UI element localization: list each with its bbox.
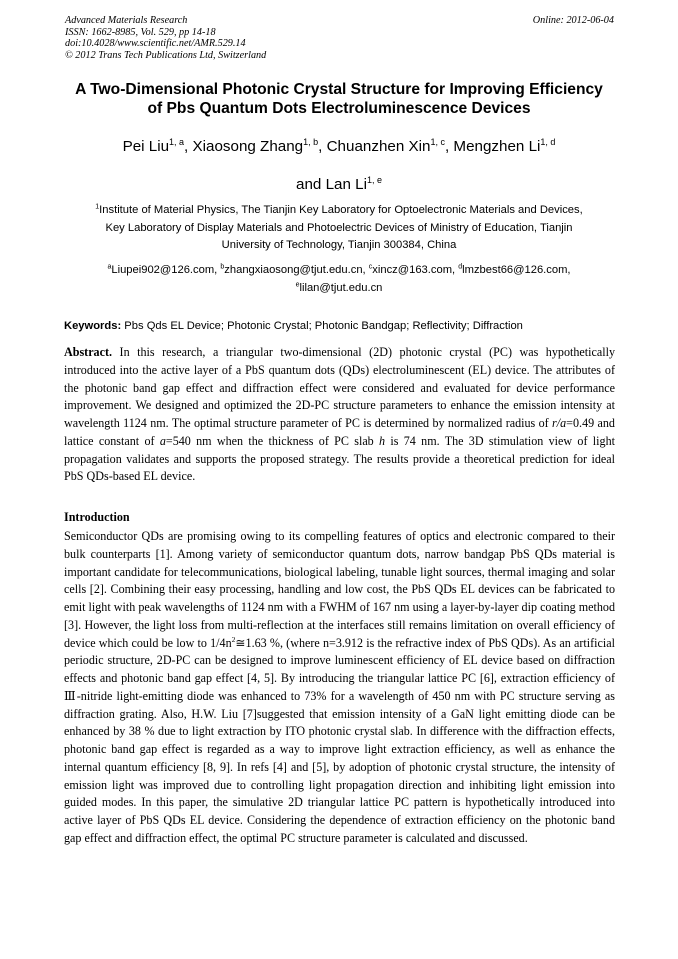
author-name: Chuanzhen Xin <box>326 138 431 155</box>
title-line-2: of Pbs Quantum Dots Electroluminescence Devices <box>147 100 531 117</box>
abstract <box>64 344 615 486</box>
email-line-1 <box>56 262 622 280</box>
keywords-label: Keywords: <box>64 320 122 332</box>
email-address: zhangxiaosong@tjut.edu.cn, <box>224 264 369 276</box>
abstract-var: r/a <box>552 416 567 430</box>
affiliation <box>56 202 622 255</box>
online-date: Online: 2012-06-04 <box>532 15 614 26</box>
journal-header <box>65 15 266 61</box>
affiliation-line-2: Key Laboratory of Display Materials and Photoelectric Devices of Ministry of Education, Tianjin <box>105 221 573 234</box>
affiliation-sup: 1 <box>95 203 100 211</box>
affiliation-line-3: University of Technology, Tianjin 300384, China <box>221 239 457 252</box>
email-line-2 <box>56 280 622 298</box>
abstract-text: =0.49 and lattice constant of <box>64 416 615 448</box>
paper-title <box>50 80 628 118</box>
journal-name: Advanced Materials Research <box>65 15 188 26</box>
author-affil-sup: 1, d <box>540 136 556 147</box>
email-address: Liupei902@126.com, <box>111 264 221 276</box>
abstract-text: In this research, a triangular two-dimensional (2D) photonic crystal (PC) was hypothetically introduced into the active layer of a PbS quantum dots (QDs) electroluminescent (EL) device. The attributes of the photonic band gap effect and diffraction effect were considered and evaluated for device performance improvement. We designed and optimized the 2D-PC structure parameters to enhance the emission intensity at wavelength 1124 nm. The optimal structure parameter of PC is determined by normalized radius of <box>64 345 615 430</box>
author-sep: , <box>318 138 327 155</box>
email-sup: c <box>368 263 373 271</box>
affiliation-text: Institute of Material Physics, The Tianjin Key Laboratory for Optoelectronic Materials and Devices, <box>99 204 583 216</box>
exponent: 2 <box>231 634 236 644</box>
author-name: Mengzhen Li <box>453 138 541 155</box>
title-line-1: A Two-Dimensional Photonic Crystal Structure for Improving Efficiency <box>75 81 603 98</box>
email-address: lmzbest66@126.com, <box>462 264 571 276</box>
author-affil-sup: 1, a <box>169 136 185 147</box>
email-sup: e <box>295 280 300 288</box>
abstract-text: =540 nm when the thickness of PC slab <box>165 433 380 448</box>
affiliation-line-1 <box>56 202 622 220</box>
author-line-2 <box>40 166 638 204</box>
abstract-var: a <box>159 433 166 448</box>
abstract-text: is 74 nm. The 3D stimulation view of light propagation validates and supports the proposed strategy. The results provide a theoretical prediction for ideal PbS QDs-based EL device. <box>64 433 615 484</box>
abstract-var: h <box>379 433 386 448</box>
introduction-text: ≅1.63 %, (where n=3.912 is the refractive index of PbS QDs). As an artificial periodic structure, 2D-PC can be designed to improve luminescent efficiency of EL device based on diffraction effects and photonic band gap effect [4, 5]. By introducing the triangular lattice PC [6], extraction efficiency of Ⅲ-nitride light-emitting diode was enhanced to 73% for a wavelength of 450 nm with PC structure serving as diffraction grating. Also, H.W. Liu [7]suggested that emission intensity of a GaN light emitting diode can be enhanced by 38 % due to light extraction by ITO photonic crystal slab. In difference with the diffraction effects, photonic band gap effect is regarded as a way to improve light extraction efficiency, as well as enhance the internal quantum efficiency [8, 9]. In refs [4] and [5], by adoption of photonic crystal structure, the intensity of emission light was improved due to controlling light propagation direction and inhibiting light emission into guided modes. In this paper, the simulative 2D triangular lattice PC pattern is hypothetically introduced into active layer of PbS QDs EL device. Considering the dependence of extraction efficiency on the photonic band gap effect and diffraction effect, the optimal PC structure parameter is calculated and discussed. <box>64 635 615 845</box>
issn-line: ISSN: 1662-8985, Vol. 529, pp 14-18 <box>65 26 216 38</box>
email-address: lilan@tjut.edu.cn <box>299 281 383 294</box>
author-list <box>40 128 638 204</box>
introduction-text: Semiconductor QDs are promising owing to its compelling features of optics and electronic compared to their bulk counterparts [1]. Among variety of semiconductor quantum dots, narrow bandgap PbS QDs material is important candidate for telecommunications, biological labeling, tunable light sources, thermal imaging and solar cells [2]. Combining their easy processing, handling and low cost, the PbS QDs EL devices can be fabricated to emit light with peak wavelengths of 1124 nm with a FWHM of 167 nm using a layer-by-layer dip coating method [3]. However, the light loss from multi-reflection at the interfaces still remains limitation on overall efficiency of device which could be low to 1/4n <box>64 529 615 650</box>
author-affil-sup: 1, b <box>303 136 319 147</box>
introduction-heading: Introduction <box>64 510 130 524</box>
email-sup: b <box>220 263 225 271</box>
email-sup: a <box>107 263 112 271</box>
author-name: Pei Liu <box>122 138 170 155</box>
keywords-text: Pbs Qds EL Device; Photonic Crystal; Photonic Bandgap; Reflectivity; Diffraction <box>121 320 523 332</box>
introduction-body <box>64 528 615 848</box>
author-sep: , <box>184 138 193 155</box>
doi-line: doi:10.4028/www.scientific.net/AMR.529.14 <box>65 38 246 50</box>
author-name: and Lan Li <box>296 176 367 193</box>
author-affil-sup: 1, c <box>430 136 445 147</box>
email-sup: d <box>458 263 463 271</box>
abstract-label: Abstract. <box>64 345 113 359</box>
email-list <box>56 262 622 297</box>
author-affil-sup: 1, e <box>366 174 382 185</box>
author-sep: , <box>444 138 454 155</box>
copyright-line: © 2012 Trans Tech Publications Ltd, Switzerland <box>65 49 267 61</box>
email-address: xincz@163.com, <box>372 264 459 276</box>
author-name: Xiaosong Zhang <box>192 138 304 155</box>
keywords <box>64 319 616 334</box>
author-line-1 <box>40 128 638 166</box>
